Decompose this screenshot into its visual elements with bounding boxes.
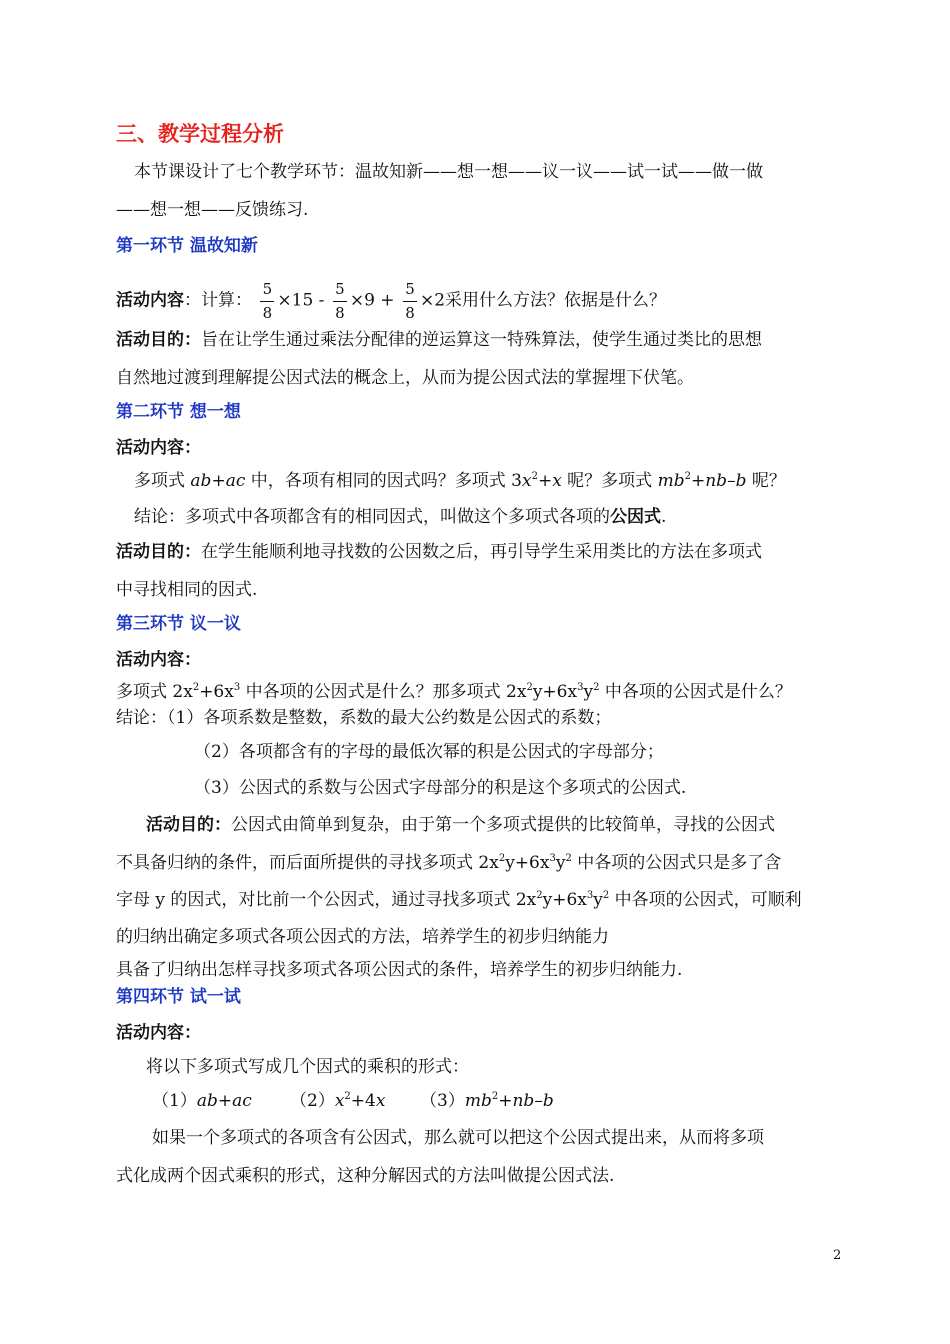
step4-item-2: $(2)x^2+4x$ [290,1091,386,1111]
step2-goal-line-2: 中寻找相同的因式. [116,580,258,600]
step1-title: 第一环节 温故知新 [116,236,258,256]
step4-title: 第四环节 试一试 [116,987,241,1007]
step2-conclusion: 结论：多项式中各项都含有的相同因式，叫做这个多项式各项的公因式. [134,507,667,527]
step1-goal-line-2: 自然地过渡到理解提公因式法的概念上，从而为提公因式法的掌握埋下伏笔。 [116,368,694,388]
step2-title: 第二环节 想一想 [116,402,241,422]
step3-goal-line-3: 字母 y 的因式，对比前一个公因式，通过寻找多项式 $2x^2y+6x^3y^2$ 中各项的公因式，可顺利 [116,890,802,910]
step3-goal-line-2: 不具备归纳的条件，而后面所提供的寻找多项式 $2x^2y+6x^3y^2$ 中各项的公因式只是多了含 [116,853,782,873]
step3-goal-line-1: 活动目的：公因式由简单到复杂，由于第一个多项式提供的比较简单，寻找的公因式 [146,815,775,835]
goal-label: 活动目的： [116,330,201,350]
step4-instruction: 将以下多项式写成几个因式的乘积的形式： [146,1057,469,1077]
intro-line-2: ——想一想——反馈练习. [116,200,309,220]
fraction: $\frac{5}{8}$ [402,279,418,323]
fraction: $\frac{5}{8}$ [332,279,348,323]
step2-goal-line-1: 活动目的：在学生能顺利地寻找数的公因数之后，再引导学生采用类比的方法在多项式 [116,542,762,562]
step3-conclusion-1: 结论：（1）各项系数是整数，系数的最大公约数是公因式的系数； [116,708,612,728]
step4-item-3: $(3)mb^2+nb-b$ [420,1091,554,1111]
step2-content-label: 活动内容： [116,438,201,458]
fraction: $\frac{5}{8}$ [259,279,275,323]
step3-title: 第三环节 议一议 [116,614,241,634]
step4-content-label: 活动内容： [116,1023,201,1043]
step3-question: 多项式 $2x^2+6x^3$ 中各项的公因式是什么？那多项式 $2x^2y+6x^3y^2$ 中各项的公因式是什么？ [116,682,792,702]
step3-goal-line-5: 具备了归纳出怎样寻找多项式各项公因式的条件，培养学生的初步归纳能力. [116,960,683,980]
step4-paragraph-line-1: 如果一个多项式的各项含有公因式，那么就可以把这个公因式提出来，从而将多项 [152,1128,764,1148]
step3-conclusion-2: （2）各项都含有的字母的最低次幂的积是公因式的字母部分； [194,742,664,762]
content-label: 活动内容 [116,290,184,311]
step3-conclusion-3: （3）公因式的系数与公因式字母部分的积是这个多项式的公因式. [194,778,687,798]
page-number: 2 [833,1248,842,1263]
step2-question: 多项式 ab+ac 中，各项有相同的因式吗？多项式 $3x^2+x$ 呢？多项式 $mb^2+nb-b$ 呢？ [134,471,786,491]
step4-item-1: （1）ab+ac [152,1091,252,1111]
step4-paragraph-line-2: 式化成两个因式乘积的形式，这种分解因式的方法叫做提公因式法. [116,1166,615,1186]
step3-content-label: 活动内容： [116,650,201,670]
intro-line-1: 本节课设计了七个教学环节：温故知新——想一想——议一议——试一试——做一做 [134,162,763,182]
step3-goal-line-4: 的归纳出确定多项式各项公因式的方法，培养学生的初步归纳能力 [116,927,609,947]
step1-content: 活动内容：计算： $\frac{5}{8}$ ×15 - $\frac{5}{8}$ ×9 + $\frac{5}{8}$ ×2采用什么方法？依据是什么？ [116,280,667,322]
step1-goal-line-1: 活动目的：旨在让学生通过乘法分配律的逆运算这一特殊算法，使学生通过类比的思想 [116,330,762,350]
section-title: 三、教学过程分析 [116,122,284,146]
